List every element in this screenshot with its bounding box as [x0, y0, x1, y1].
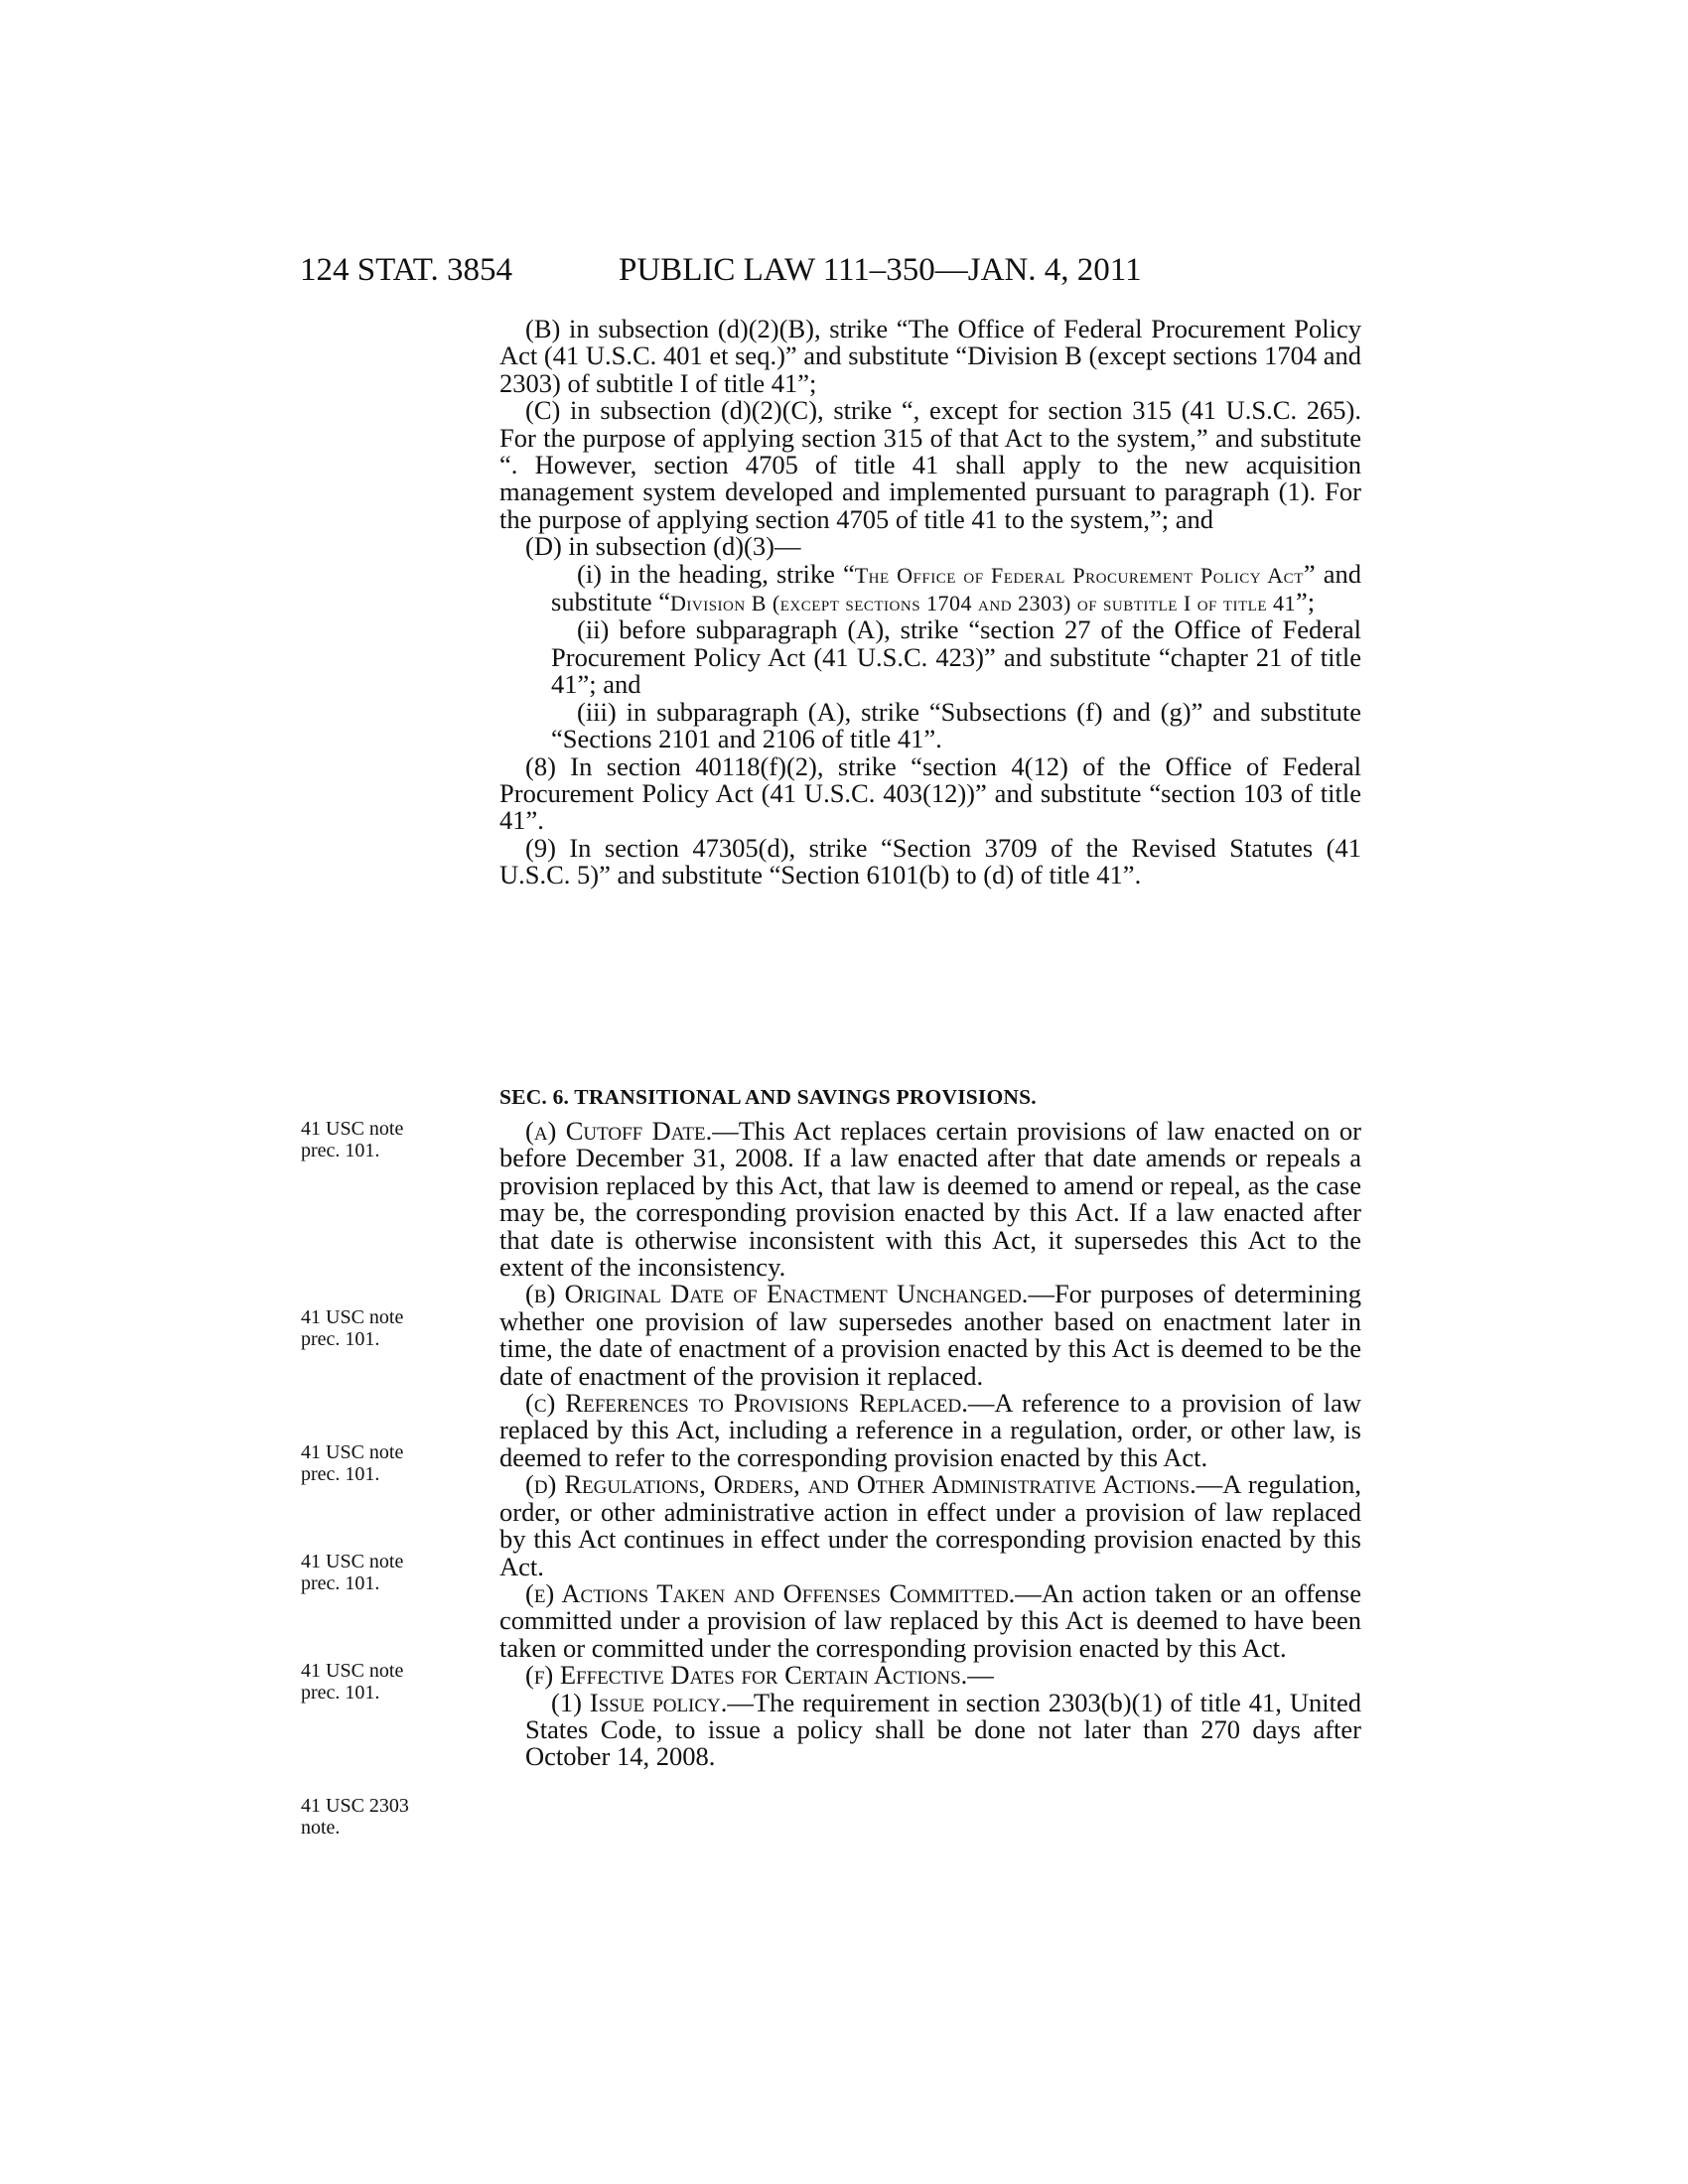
subsection-heading: (a) Cutoff Date.	[525, 1116, 713, 1146]
subsection-b: (b) Original Date of Enactment Unchanged.—For purposes of determining whether one provision of law supersedes another based on enactment later in time, the date of enactment of a provision enacted by this Act is deemed to be the date of enactment of the provision it replaced.	[499, 1279, 1361, 1391]
paragraph-D: (D) in subsection (d)(3)—	[525, 531, 801, 562]
paragraph-9: (9) In section 47305(d), strike “Section 3709 of the Revised Statutes (41 U.S.C. 5)” and substitute “Section 6101(b) to (d) of title 41”.	[499, 832, 1361, 890]
stat-page-number: 124 STAT. 3854	[300, 252, 513, 288]
paragraph-C: (C) in subsection (d)(2)(C), strike “, except for section 315 (41 U.S.C. 265). For the purpose of applying section 315 of that Act to the system,” and substitute “. However, section 4705 of title 41 shall apply to the new acquisition management system developed and implemented pursuant to paragraph (1). For the purpose of applying section 4705 of title 41 to the system,”; and	[499, 395, 1361, 534]
margin-note: 41 USC note prec. 101.	[301, 1306, 404, 1350]
clause-ii: (ii) before subparagraph (A), strike “section 27 of the Office of Federal Procurement Policy Act (41 U.S.C. 423)” and substitute “chapter 21 of title 41”; and	[551, 614, 1361, 700]
margin-note: 41 USC note prec. 101.	[301, 1660, 404, 1704]
subsection-heading: (c) References to Provisions Replaced.	[525, 1388, 968, 1419]
subsection-c: (c) References to Provisions Replaced.—A reference to a provision of law replaced by this Act, including a reference in a regulation, order, or other law, is deemed to refer to the corresponding provision enacted by this Act.	[499, 1388, 1361, 1472]
subsection-f: (f) Effective Dates for Certain Actions.—	[525, 1660, 994, 1691]
margin-note: 41 USC note prec. 101.	[301, 1441, 404, 1485]
margin-note: 41 USC note prec. 101.	[301, 1551, 404, 1594]
heading-text-substituted: Division B (except sections 1704 and 2303) of subtitle I of title 41	[669, 591, 1297, 616]
heading-text-struck: The Office of Federal Procurement Policy Act	[854, 562, 1304, 588]
clause-iii: (iii) in subparagraph (A), strike “Subsections (f) and (g)” and substitute “Sections 2101 and 2106 of title 41”.	[551, 696, 1361, 754]
public-law-title: PUBLIC LAW 111–350—JAN. 4, 2011	[619, 252, 1142, 288]
section-heading: SEC. 6. TRANSITIONAL AND SAVINGS PROVISIONS.	[499, 1085, 1037, 1109]
subsection-d: (d) Regulations, Orders, and Other Administrative Actions.—A regulation, order, or other administrative action in effect under a provision of law replaced by this Act continues in effect under the corresponding provision enacted by this Act.	[499, 1469, 1361, 1581]
subsection-heading: (b) Original Date of Enactment Unchanged.	[525, 1279, 1029, 1309]
margin-note: 41 USC 2303 note.	[301, 1795, 409, 1839]
subsection-e: (e) Actions Taken and Offenses Committed.—An action taken or an offense committed under a provision of law replaced by this Act is deemed to have been taken or committed under the corresponding provision enacted by this Act.	[499, 1577, 1361, 1663]
running-header	[300, 250, 1362, 290]
paragraph-heading: (1) Issue policy.	[551, 1687, 728, 1717]
margin-note: 41 USC note prec. 101.	[301, 1118, 404, 1161]
clause-i: (i) in the heading, strike “The Office of Federal Procurement Policy Act” and substitute “Division B (except sections 1704 and 2303) of subtitle I of title 41”;	[551, 558, 1361, 617]
subsection-heading: (d) Regulations, Orders, and Other Administrative Actions.	[525, 1469, 1196, 1500]
subsection-heading: (f) Effective Dates for Certain Actions.	[525, 1660, 968, 1691]
paragraph-B: (B) in subsection (d)(2)(B), strike “The Office of Federal Procurement Policy Act (41 U.S.C. 401 et seq.)” and substitute “Division B (except sections 1704 and 2303) of subtitle I of title 41”;	[499, 314, 1361, 398]
paragraph-f1: (1) Issue policy.—The requirement in section 2303(b)(1) of title 41, United States Code, to issue a policy shall be done not later than 270 days after October 14, 2008.	[525, 1687, 1362, 1772]
paragraph-8: (8) In section 40118(f)(2), strike “section 4(12) of the Office of Federal Procurement Policy Act (41 U.S.C. 403(12))” and substitute “section 103 of title 41”.	[499, 751, 1361, 836]
section-6-text	[499, 1118, 1361, 1771]
subsection-heading: (e) Actions Taken and Offenses Committed.	[525, 1577, 1016, 1608]
amendment-block	[499, 316, 1361, 889]
subsection-a: (a) Cutoff Date.—This Act replaces certain provisions of law enacted on or before December 31, 2008. If a law enacted after that date amends or repeals a provision replaced by this Act, that law is deemed to amend or repeal, as the case may be, the corresponding provision enacted by this Act. If a law enacted after that date is otherwise inconsistent with this Act, it supersedes this Act to the extent of the inconsistency.	[499, 1116, 1361, 1283]
